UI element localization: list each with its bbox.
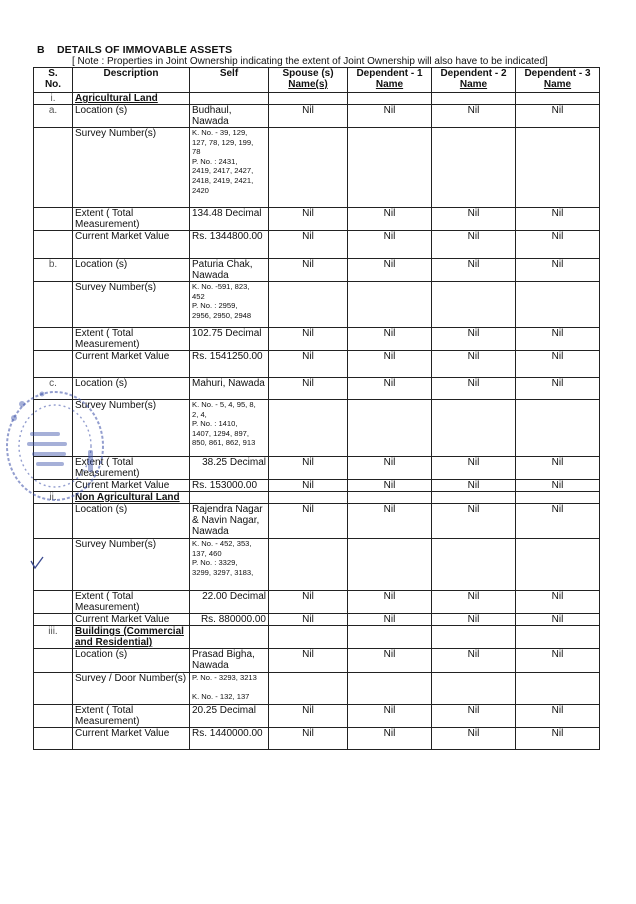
self-extent: 102.75 Decimal xyxy=(190,328,269,351)
dep2-value: Nil xyxy=(432,705,516,728)
section-note: [ Note : Properties in Joint Ownership indicating the extent of Joint Ownership will also have to be indicated] xyxy=(72,56,548,67)
dep3-value: Nil xyxy=(516,705,600,728)
spouse-value: Nil xyxy=(269,231,348,259)
dep1-value: Nil xyxy=(348,105,432,128)
dep2-value: Nil xyxy=(432,457,516,480)
dep1-value: Nil xyxy=(348,208,432,231)
category-label: Non Agricultural Land xyxy=(73,492,190,504)
self-value: Rs. 1541250.00 xyxy=(190,351,269,378)
spouse-value: Nil xyxy=(269,504,348,539)
table-row xyxy=(34,705,600,728)
row-label: Extent ( Total Measurement) xyxy=(73,208,190,231)
row-label: Current Market Value xyxy=(73,480,190,492)
dep1-value: Nil xyxy=(348,378,432,400)
table-row xyxy=(34,208,600,231)
official-stamp-seal xyxy=(2,384,108,504)
dep3-value: Nil xyxy=(516,591,600,614)
category-row xyxy=(34,492,600,504)
self-value: Rs. 1344800.00 xyxy=(190,231,269,259)
dep3-value: Nil xyxy=(516,105,600,128)
header-dependent-1: Dependent - 1 Name xyxy=(348,68,432,93)
header-description: Description xyxy=(73,68,190,93)
header-sno: S. No. xyxy=(34,68,73,93)
dep1-value: Nil xyxy=(348,591,432,614)
row-label: Location (s) xyxy=(73,378,190,400)
self-location: Paturia Chak, Nawada xyxy=(190,259,269,282)
dep3-value: Nil xyxy=(516,480,600,492)
table-row xyxy=(34,504,600,539)
immovable-assets-table xyxy=(33,67,600,750)
self-survey: K. No. -591, 823, 452 P. No. : 2959, 2956, 2950, 2948 xyxy=(190,282,269,328)
dep3-value: Nil xyxy=(516,259,600,282)
dep2-value: Nil xyxy=(432,504,516,539)
row-label: Current Market Value xyxy=(73,351,190,378)
table-row xyxy=(34,231,600,259)
dep2-value: Nil xyxy=(432,728,516,750)
dep2-value: Nil xyxy=(432,231,516,259)
row-label: Location (s) xyxy=(73,105,190,128)
header-dependent-2: Dependent - 2 Name xyxy=(432,68,516,93)
sub-number: c. xyxy=(34,378,73,400)
spouse-value: Nil xyxy=(269,208,348,231)
self-location: Mahuri, Nawada xyxy=(190,378,269,400)
table-row xyxy=(34,351,600,378)
self-survey: K. No. - 5, 4, 95, 8, 2, 4, P. No. : 1410, 1407, 1294, 897, 850, 861, 862, 913 xyxy=(190,400,269,457)
category-row xyxy=(34,626,600,649)
spouse-value: Nil xyxy=(269,705,348,728)
dep3-value: Nil xyxy=(516,328,600,351)
table-row xyxy=(34,539,600,591)
dep2-value: Nil xyxy=(432,614,516,626)
dep2-value: Nil xyxy=(432,259,516,282)
category-number: i. xyxy=(34,93,73,105)
category-row xyxy=(34,93,600,105)
self-extent: 20.25 Decimal xyxy=(190,705,269,728)
table-row xyxy=(34,400,600,457)
spouse-value: Nil xyxy=(269,649,348,673)
dep3-value: Nil xyxy=(516,208,600,231)
table-row xyxy=(34,282,600,328)
row-label: Current Market Value xyxy=(73,231,190,259)
row-label: Current Market Value xyxy=(73,614,190,626)
row-label: Extent ( Total Measurement) xyxy=(73,705,190,728)
dep1-value: Nil xyxy=(348,328,432,351)
dep3-value: Nil xyxy=(516,728,600,750)
dep3-value: Nil xyxy=(516,504,600,539)
self-survey: K. No. - 39, 129, 127, 78, 129, 199, 78 P. No. : 2431, 2419, 2417, 2427, 2418, 2419, 2421, 2420 xyxy=(190,128,269,208)
section-title: DETAILS OF IMMOVABLE ASSETS xyxy=(57,44,233,56)
section-letter: B xyxy=(37,44,45,56)
table-row xyxy=(34,105,600,128)
row-label: Location (s) xyxy=(73,504,190,539)
category-label: Buildings (Commercial and Residential) xyxy=(73,626,190,649)
table-row xyxy=(34,591,600,614)
row-label: Extent ( Total Measurement) xyxy=(73,457,190,480)
table-row xyxy=(34,378,600,400)
category-label: Agricultural Land xyxy=(73,93,190,105)
self-value: Rs. 1440000.00 xyxy=(190,728,269,750)
dep1-value: Nil xyxy=(348,728,432,750)
self-extent: 38.25 Decimal xyxy=(190,457,269,480)
header-self: Self xyxy=(190,68,269,93)
dep3-value: Nil xyxy=(516,231,600,259)
row-label: Location (s) xyxy=(73,259,190,282)
section-heading xyxy=(37,44,232,56)
dep1-value: Nil xyxy=(348,231,432,259)
spouse-value: Nil xyxy=(269,259,348,282)
dep2-value: Nil xyxy=(432,378,516,400)
dep1-value: Nil xyxy=(348,351,432,378)
self-survey: K. No. - 452, 353, 137, 460 P. No. : 3329, 3299, 3297, 3183, xyxy=(190,539,269,591)
row-label: Location (s) xyxy=(73,649,190,673)
dep2-value: Nil xyxy=(432,480,516,492)
spouse-value: Nil xyxy=(269,351,348,378)
dep1-value: Nil xyxy=(348,504,432,539)
dep2-value: Nil xyxy=(432,328,516,351)
spouse-value: Nil xyxy=(269,591,348,614)
row-label: Survey / Door Number(s) xyxy=(73,673,190,705)
self-value: Rs. 880000.00 xyxy=(190,614,269,626)
table-row xyxy=(34,457,600,480)
spouse-value: Nil xyxy=(269,480,348,492)
table-row xyxy=(34,128,600,208)
self-extent: 22.00 Decimal xyxy=(190,591,269,614)
dep1-value: Nil xyxy=(348,480,432,492)
dep2-value: Nil xyxy=(432,649,516,673)
self-location: Rajendra Nagar & Navin Nagar, Nawada xyxy=(190,504,269,539)
row-label: Extent ( Total Measurement) xyxy=(73,328,190,351)
row-label: Survey Number(s) xyxy=(73,282,190,328)
dep3-value: Nil xyxy=(516,649,600,673)
row-label: Survey Number(s) xyxy=(73,400,190,457)
spouse-value: Nil xyxy=(269,457,348,480)
spouse-value: Nil xyxy=(269,378,348,400)
table-row xyxy=(34,328,600,351)
dep3-value: Nil xyxy=(516,378,600,400)
header-dependent-3: Dependent - 3 Name xyxy=(516,68,600,93)
dep1-value: Nil xyxy=(348,649,432,673)
tick-mark-icon xyxy=(30,556,44,570)
spouse-value: Nil xyxy=(269,328,348,351)
self-survey: P. No. - 3293, 3213 K. No. - 132, 137 xyxy=(190,673,269,705)
dep1-value: Nil xyxy=(348,457,432,480)
self-extent: 134.48 Decimal xyxy=(190,208,269,231)
dep1-value: Nil xyxy=(348,705,432,728)
self-location: Prasad Bigha, Nawada xyxy=(190,649,269,673)
table-row xyxy=(34,259,600,282)
sub-number: b. xyxy=(34,259,73,282)
dep2-value: Nil xyxy=(432,591,516,614)
spouse-value: Nil xyxy=(269,614,348,626)
dep3-value: Nil xyxy=(516,351,600,378)
dep2-value: Nil xyxy=(432,105,516,128)
table-row xyxy=(34,614,600,626)
spouse-value: Nil xyxy=(269,728,348,750)
table-row xyxy=(34,649,600,673)
row-label: Current Market Value xyxy=(73,728,190,750)
table-row xyxy=(34,728,600,750)
dep2-value: Nil xyxy=(432,208,516,231)
sub-number: a. xyxy=(34,105,73,128)
row-label: Survey Number(s) xyxy=(73,128,190,208)
spouse-value: Nil xyxy=(269,105,348,128)
self-location: Budhaul, Nawada xyxy=(190,105,269,128)
dep1-value: Nil xyxy=(348,259,432,282)
dep2-value: Nil xyxy=(432,351,516,378)
row-label: Survey Number(s) xyxy=(73,539,190,591)
category-number: iii. xyxy=(34,626,73,649)
table-row xyxy=(34,480,600,492)
header-row xyxy=(34,68,600,93)
row-label: Extent ( Total Measurement) xyxy=(73,591,190,614)
self-value: Rs. 153000.00 xyxy=(190,480,269,492)
dep1-value: Nil xyxy=(348,614,432,626)
category-number: ii. xyxy=(34,492,73,504)
dep3-value: Nil xyxy=(516,457,600,480)
header-spouse: Spouse (s) Name(s) xyxy=(269,68,348,93)
dep3-value: Nil xyxy=(516,614,600,626)
table-row xyxy=(34,673,600,705)
